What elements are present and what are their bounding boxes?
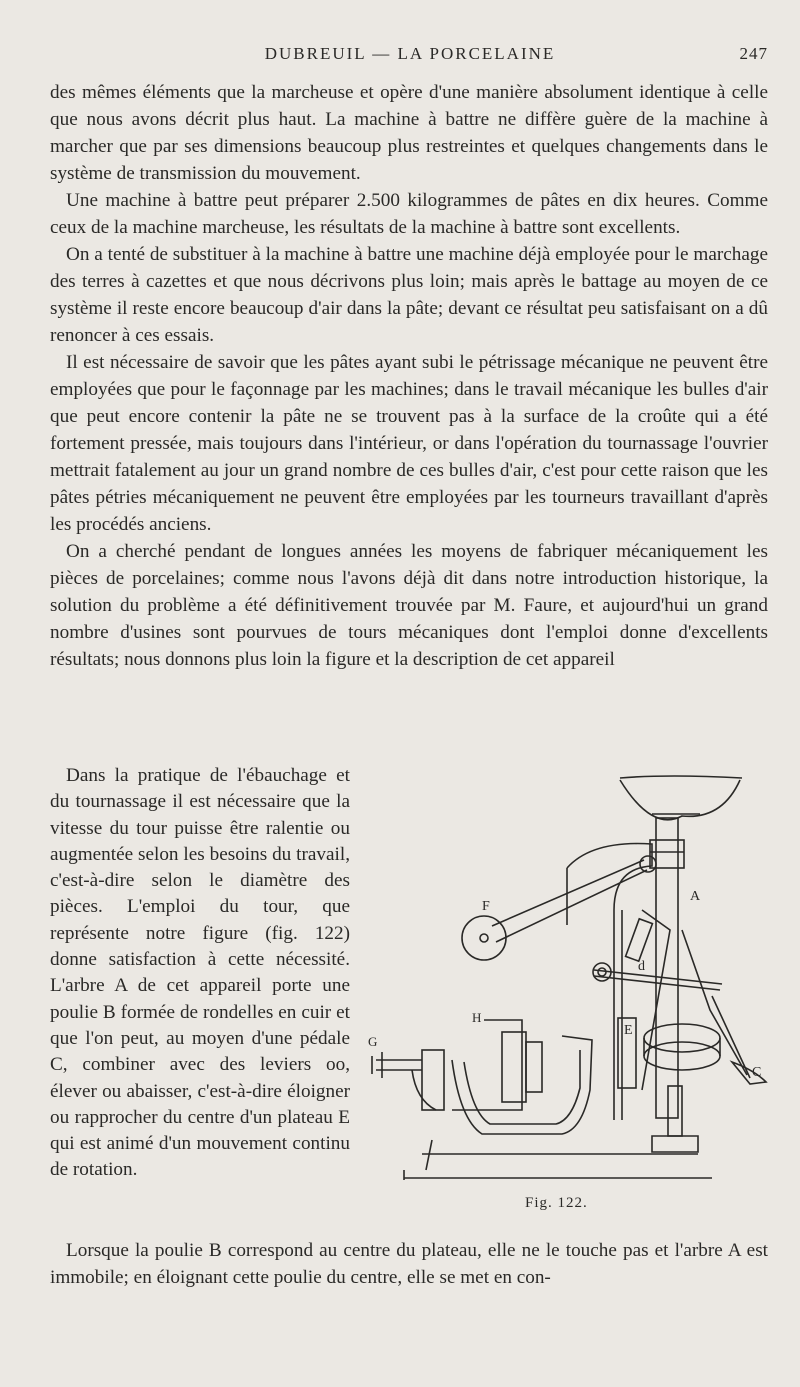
body-text	[50, 79, 768, 673]
label-f: F	[482, 899, 490, 914]
paragraph-6: Dans la pratique de l'ébauchage et du tournassage il est nécessaire que la vitesse du tour puisse être ralentie ou augmentée selon les besoins du travail, c'est-à-dire selon le diamètre des pièces. L'emploi du tour, que représente notre figure (fig. 122) donne satisfaction à cette nécessité. L'arbre A de cet appareil porte une poulie B formée de rondelles en cuir et que l'on peut, au moyen d'une pédale C, combiner avec des leviers oo, élever ou abaisser, c'est-à-dire éloigner ou rapprocher du centre d'un plateau E qui est animé d'un mouvement continu de rotation.	[50, 765, 350, 1181]
paragraph-2: Une machine à battre peut préparer 2.500 kilogrammes de pâtes en dix heures. Comme ceux de la machine marcheuse, les résultats de la machine à battre sont excellents.	[50, 190, 768, 238]
headstock-h	[452, 1020, 522, 1110]
label-c: C	[752, 1065, 762, 1080]
figure-122-lathe-illustration	[352, 770, 770, 1200]
bottom-text	[50, 1237, 768, 1291]
figure-caption: Fig. 122.	[525, 1195, 588, 1211]
paragraph-3: On a tenté de substituer à la machine à battre une machine déjà employée pour le marchage des terres à cazettes et que nous décrivons plus loin; mais après le battage au moyen de ce système il reste encore beaucoup d'air dans la pâte; devant ce résultat peu satisfaisant on a dû renoncer à ces essais.	[50, 244, 768, 346]
label-h: H	[472, 1010, 482, 1025]
running-title: DUBREUIL — LA PORCELAINE	[264, 44, 556, 63]
paragraph-4: Il est nécessaire de savoir que les pâtes ayant subi le pétrissage mécanique ne peuvent être employées que pour le façonnage par les machines; dans le travail mécanique les bulles d'air que peut encore contenir la pâte ne se trouvent pas à la surface de la croûte qui a été fortement pressée, mais toujours dans l'intérieur, or dans l'opération du tournassage l'ouvrier mettrait fatalement au jour un grand nombre de ces bulles d'air, c'est pour cette raison que les pâtes pétries mécaniquement ne peuvent être employées par les tourneurs travaillant d'après les procédés anciens.	[50, 352, 768, 535]
plate-e	[618, 1018, 636, 1088]
spindle-a	[656, 818, 678, 1118]
paragraph-5: On a cherché pendant de longues années les moyens de fabriquer mécaniquement les pièces de porcelaines; comme nous l'avons déjà dit dans notre introduction historique, la solution du problème a été définitivement trouvée par M. Faure, et aujourd'hui un grand nombre d'usines sont pourvues de tours mécaniques dont l'emploi donne d'excellents résultats; nous donnons plus loin la figure et la description de cet appareil	[50, 541, 768, 670]
running-header	[50, 44, 770, 70]
page-number: 247	[739, 44, 768, 63]
paragraph-1: des mêmes éléments que la marcheuse et opère d'une manière absolument identique à celle que nous avons décrit plus haut. La machine à battre ne diffère guère de la machine à marcher que par ses dimensions beaucoup plus restreintes et quelques changements dans le système de transmission du mouvement.	[50, 82, 768, 184]
pedal-c	[732, 1062, 766, 1084]
label-d: d	[638, 959, 645, 974]
paragraph-7: Lorsque la poulie B correspond au centre du plateau, elle ne le touche pas et l'arbre A est immobile; en éloignant cette poulie du centre, elle se met en con-	[50, 1240, 768, 1288]
label-e: E	[624, 1023, 633, 1038]
label-a: A	[690, 889, 701, 904]
bowl-rim	[620, 776, 742, 778]
column-text	[50, 763, 350, 1184]
lathe-drawing	[352, 770, 770, 1200]
label-g: G	[368, 1034, 378, 1049]
